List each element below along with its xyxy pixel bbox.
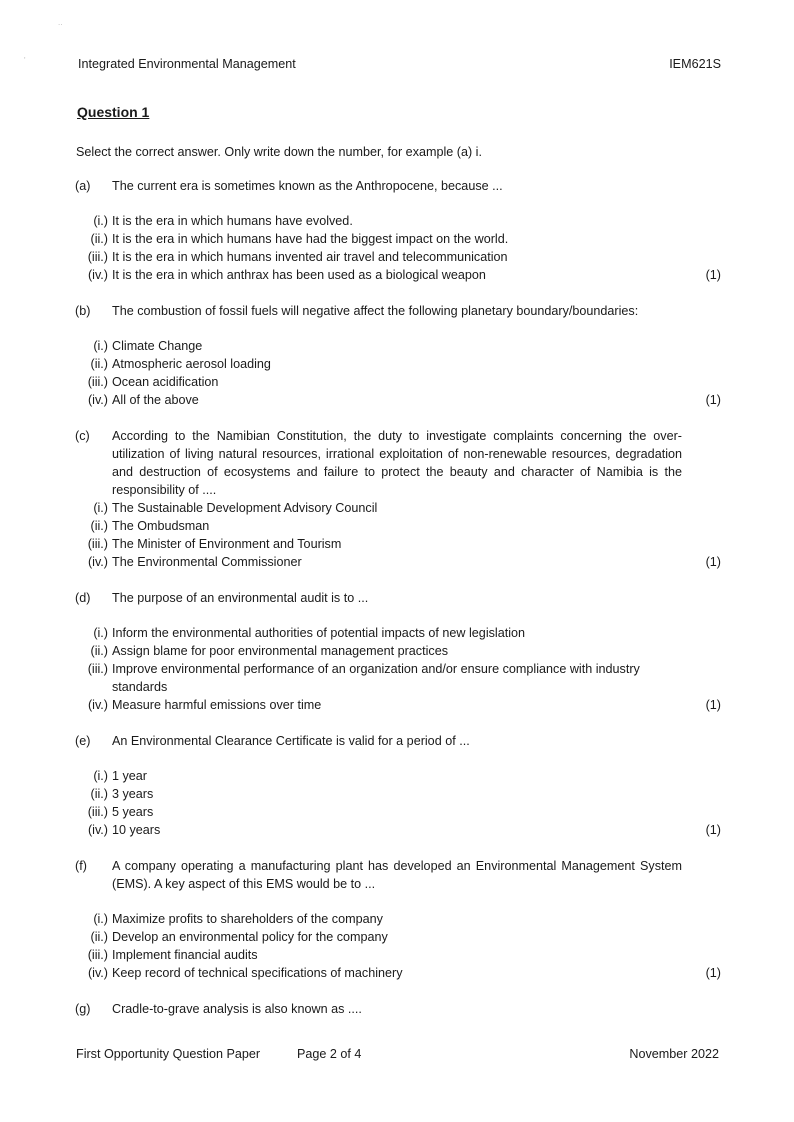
option-text: Inform the environmental authorities of potential impacts of new legislation xyxy=(112,626,526,640)
option xyxy=(0,946,794,964)
question-stem xyxy=(0,177,794,195)
mark-allocation: (1) xyxy=(705,393,721,407)
option xyxy=(0,642,794,660)
option-number: (ii.) xyxy=(90,519,108,533)
page-number: Page 2 of 4 xyxy=(297,1047,362,1061)
question-stem xyxy=(0,732,794,750)
question-e xyxy=(0,732,794,839)
option xyxy=(0,337,794,355)
option xyxy=(0,248,794,266)
question-stem xyxy=(0,1000,794,1018)
paper-name: First Opportunity Question Paper xyxy=(76,1047,261,1061)
instruction-text: Select the correct answer. Only write down the number, for example (a) i. xyxy=(76,145,482,159)
question-label: (b) xyxy=(75,304,91,318)
option xyxy=(0,624,794,642)
mark-allocation: (1) xyxy=(705,966,721,980)
option-text: The Environmental Commissioner xyxy=(112,555,302,569)
option-text: The Sustainable Development Advisory Council xyxy=(112,501,378,515)
question-g xyxy=(0,1000,794,1018)
course-title: Integrated Environmental Management xyxy=(78,57,296,71)
question-label: (a) xyxy=(75,179,91,193)
option-text: Improve environmental performance of an organization and/or ensure compliance with industry xyxy=(112,662,640,676)
question-d xyxy=(0,589,794,714)
option xyxy=(0,355,794,373)
question-b xyxy=(0,302,794,409)
option-text: standards xyxy=(112,680,168,694)
option-number: (iii.) xyxy=(87,537,108,551)
option-number: (i.) xyxy=(93,769,108,783)
option-text: Atmospheric aerosol loading xyxy=(112,357,271,371)
option xyxy=(0,212,794,230)
mark-allocation: (1) xyxy=(705,555,721,569)
option xyxy=(0,767,794,785)
question-c xyxy=(0,427,794,571)
option xyxy=(0,499,794,517)
stem-text: The combustion of fossil fuels will negative affect the following planetary boundary/boundaries: xyxy=(112,304,639,318)
question-stem xyxy=(0,589,794,607)
question-label: (d) xyxy=(75,591,91,605)
option-text: 10 years xyxy=(112,823,161,837)
option-number: (i.) xyxy=(93,214,108,228)
option-number: (iii.) xyxy=(87,662,108,676)
option-text: It is the era in which humans have evolved. xyxy=(112,214,353,228)
option-text: 5 years xyxy=(112,805,154,819)
course-code: IEM621S xyxy=(669,57,721,71)
question-label: (c) xyxy=(75,429,90,443)
option-number: (ii.) xyxy=(90,357,108,371)
option-number: (i.) xyxy=(93,501,108,515)
exam-date: November 2022 xyxy=(629,1047,719,1061)
option-text: The Minister of Environment and Tourism xyxy=(112,537,342,551)
option-number: (iv.) xyxy=(87,555,108,569)
option-text: It is the era in which anthrax has been used as a biological weapon xyxy=(112,268,486,282)
option-text: Ocean acidification xyxy=(112,375,219,389)
option xyxy=(0,553,794,571)
option-text: Implement financial audits xyxy=(112,948,258,962)
option-number: (iv.) xyxy=(87,966,108,980)
option-text: Climate Change xyxy=(112,339,203,353)
question-stem xyxy=(0,302,794,320)
option-text: 1 year xyxy=(112,769,148,783)
option-number: (iii.) xyxy=(87,948,108,962)
option xyxy=(0,678,794,696)
option-number: (ii.) xyxy=(90,644,108,658)
option-number: (ii.) xyxy=(90,930,108,944)
question-label: (e) xyxy=(75,734,91,748)
option xyxy=(0,391,794,409)
option xyxy=(0,373,794,391)
mark-allocation: (1) xyxy=(705,698,721,712)
option-text: The Ombudsman xyxy=(112,519,210,533)
option-number: (iii.) xyxy=(87,375,108,389)
mark-allocation: (1) xyxy=(705,823,721,837)
option-number: (iv.) xyxy=(87,823,108,837)
option-number: (i.) xyxy=(93,912,108,926)
question-label: (f) xyxy=(75,859,87,873)
option xyxy=(0,266,794,284)
option-text: Keep record of technical specifications of machinery xyxy=(112,966,403,980)
option-number: (iii.) xyxy=(87,805,108,819)
option-text: Develop an environmental policy for the company xyxy=(112,930,388,944)
option-number: (iii.) xyxy=(87,250,108,264)
option xyxy=(0,785,794,803)
question-a xyxy=(0,177,794,284)
question-stem xyxy=(0,857,794,893)
mark-allocation: (1) xyxy=(705,268,721,282)
option-text: Maximize profits to shareholders of the company xyxy=(112,912,383,926)
stem-text: Cradle-to-grave analysis is also known as .... xyxy=(112,1002,362,1016)
option-text: It is the era in which humans invented air travel and telecommunication xyxy=(112,250,508,264)
option-number: (iv.) xyxy=(87,393,108,407)
option-text: It is the era in which humans have had the biggest impact on the world. xyxy=(112,232,509,246)
option-text: All of the above xyxy=(112,393,199,407)
question-f xyxy=(0,857,794,982)
scan-mark: ' xyxy=(24,56,26,65)
option-text: Assign blame for poor environmental management practices xyxy=(112,644,449,658)
option-number: (iv.) xyxy=(87,698,108,712)
stem-text: According to the Namibian Constitution, the duty to investigate complaints concerning the over-utilization of living natural resources, irrational exploitation of non-renewable resources, degradation and destruction of ecosystems and failure to protect the beauty and character of Namibia is the responsibility of .... xyxy=(112,429,682,497)
option xyxy=(0,910,794,928)
option-number: (ii.) xyxy=(90,787,108,801)
option-number: (i.) xyxy=(93,339,108,353)
option-number: (iv.) xyxy=(87,268,108,282)
stem-text: An Environmental Clearance Certificate is valid for a period of ... xyxy=(112,734,470,748)
stem-text: A company operating a manufacturing plant has developed an Environmental Management System (EMS). A key aspect of this EMS would be to ... xyxy=(112,859,682,891)
option-number: (ii.) xyxy=(90,232,108,246)
option-text: Measure harmful emissions over time xyxy=(112,698,322,712)
option xyxy=(0,821,794,839)
option xyxy=(0,535,794,553)
option xyxy=(0,803,794,821)
option xyxy=(0,230,794,248)
question-title: Question 1 xyxy=(77,104,150,120)
option-text: 3 years xyxy=(112,787,154,801)
question-stem xyxy=(0,427,794,499)
stem-text: The purpose of an environmental audit is to ... xyxy=(112,591,369,605)
option xyxy=(0,517,794,535)
option-number: (i.) xyxy=(93,626,108,640)
option xyxy=(0,660,794,678)
option xyxy=(0,964,794,982)
scan-mark: .. xyxy=(58,18,63,27)
page-header xyxy=(78,55,721,73)
question-label: (g) xyxy=(75,1002,91,1016)
stem-text: The current era is sometimes known as the Anthropocene, because ... xyxy=(112,179,503,193)
option xyxy=(0,928,794,946)
option xyxy=(0,696,794,714)
